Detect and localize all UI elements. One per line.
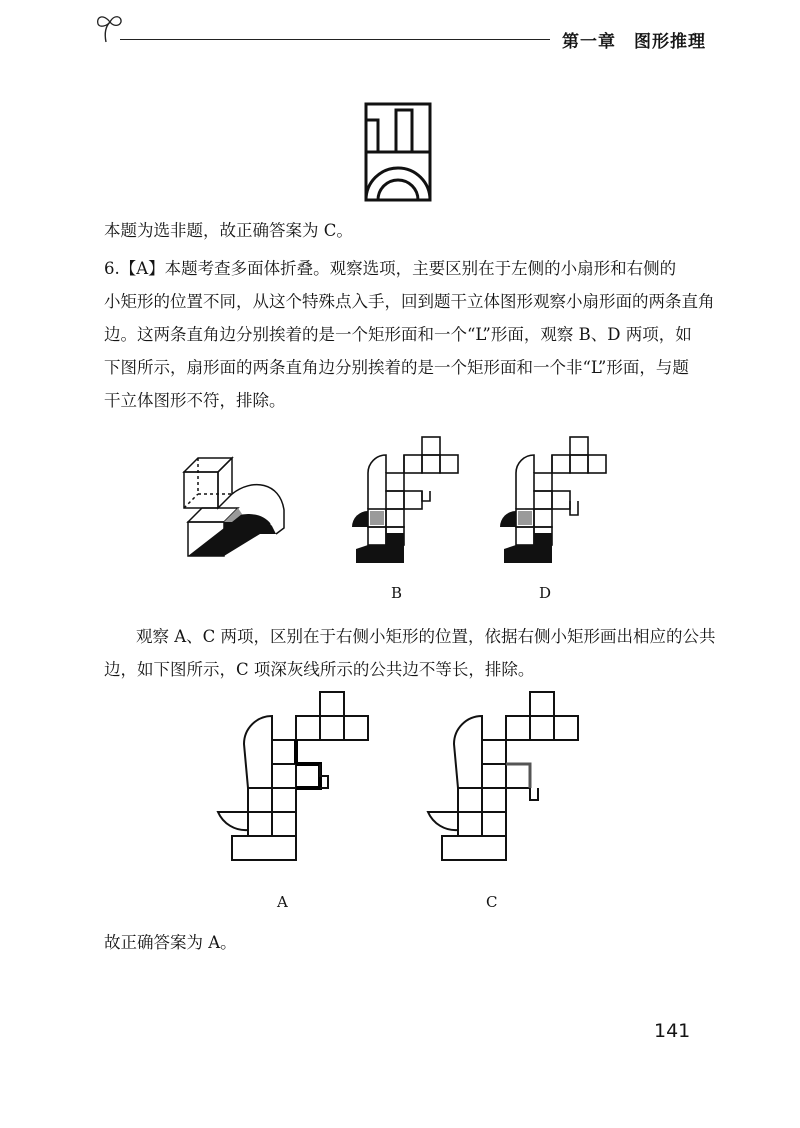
figure-label-a: A: [277, 893, 288, 911]
figure-net-fragment: [360, 100, 440, 204]
figure-label-d: D: [539, 584, 552, 602]
text-line: 边。这两条直角边分别挨着的是一个矩形面和一个“L”形面，观察 B、D 两项，如: [104, 325, 692, 344]
figure-option-c-net: [426, 690, 590, 882]
figure-option-d-net: [498, 435, 613, 570]
chapter-title: 图形推理: [634, 32, 706, 52]
text-line: 边，如下图所示，C 项深灰线所示的公共边不等长，排除。: [104, 660, 535, 679]
text-line: 下图所示，扇形面的两条直角边分别挨着的是一个矩形面和一个非“L”形面，与题: [104, 358, 689, 377]
figure-label-c: C: [486, 893, 498, 911]
sprout-icon: [94, 12, 124, 46]
text-line: 6.【A】本题考查多面体折叠。观察选项，主要区别在于左侧的小扇形和右侧的: [104, 259, 677, 278]
text-line: 干立体图形不符，排除。: [104, 391, 286, 410]
text-line: 小矩形的位置不同，从这个特殊点入手，回到题干立体图形观察小扇形面的两条直角: [104, 292, 715, 311]
final-answer: [104, 926, 704, 959]
running-header: [562, 27, 724, 52]
chapter-label: 第一章: [562, 32, 616, 52]
answer-paragraph-q5: [104, 214, 704, 247]
figure-option-a-net: [216, 690, 380, 882]
text-line: 观察 A、C 两项，区别在于右侧小矩形的位置，依据右侧小矩形画出相应的公共: [136, 627, 716, 646]
page-number: 141: [654, 1020, 691, 1042]
observation-paragraph: [104, 620, 716, 686]
figure-label-b: B: [391, 584, 403, 602]
question-6-paragraph: [104, 252, 715, 417]
text-line: 本题为选非题，故正确答案为 C。: [104, 221, 353, 240]
figure-option-b-net: [350, 435, 465, 570]
figure-solid: [180, 450, 290, 562]
text-line: 故正确答案为 A。: [104, 933, 237, 952]
header-rule: [120, 39, 550, 40]
